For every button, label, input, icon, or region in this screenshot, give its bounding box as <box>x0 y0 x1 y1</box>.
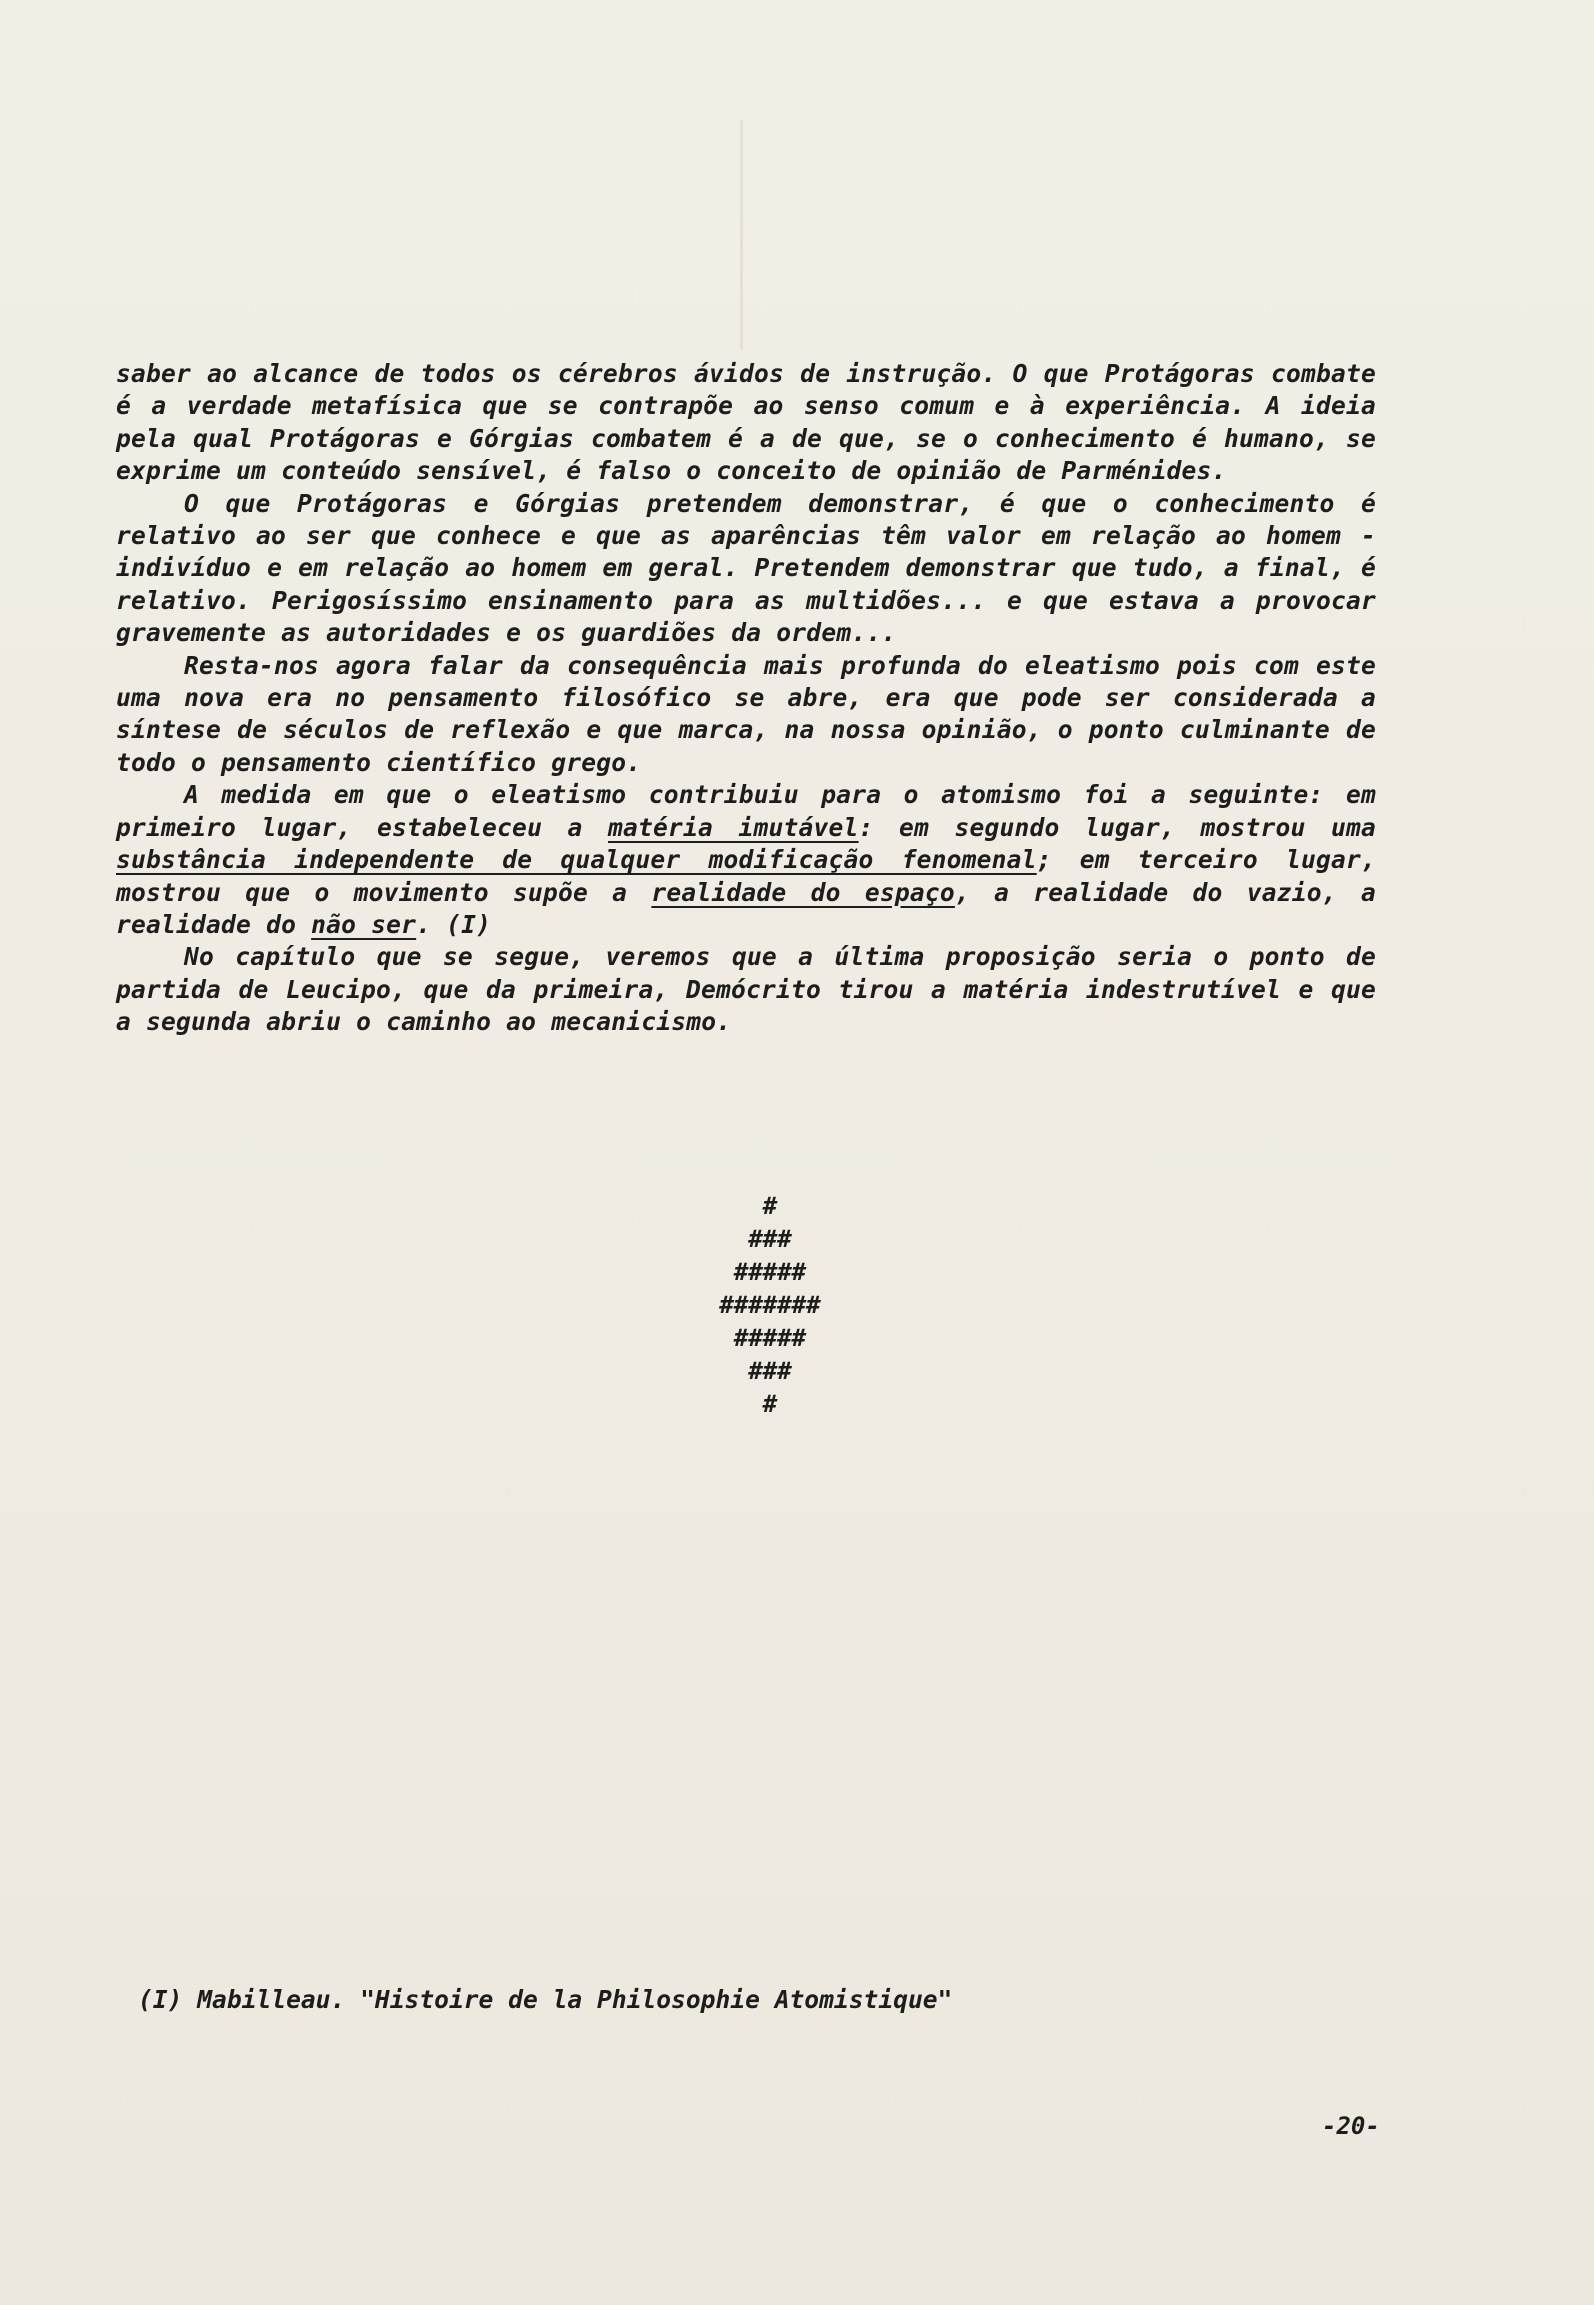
ornament-line: # <box>762 1390 778 1418</box>
text-segment: O que Protágoras e Górgias pretendem demonstrar, é que o conhecimento é relativo ao ser que conhece e que as aparências têm valor em relação ao homem - indivíduo e em relação ao homem em geral. Pretendem demonstrar que tudo, a final, é relativo. Perigosíssimo ensinamento para as multidões... e que estava a provocar gravemente as autoridades e os guardiões da ordem... <box>116 488 1376 648</box>
ornament-line: ##### <box>733 1258 807 1286</box>
text-segment: saber ao alcance de todos os cérebros ávidos de instrução. O que Protágoras combate é a verdade metafísica que se contrapõe ao senso comum e à experiência. A ideia pela qual Protágoras e Górgias combatem é a de que, se o conhecimento é humano, se exprime um conteúdo sensível, é falso o conceito de opinião de Parménides. <box>116 359 1376 486</box>
paragraph <box>116 779 1376 941</box>
underlined-text: substância independente de qualquer modificação fenomenal <box>116 845 1037 875</box>
bleed-through-mark <box>740 120 743 350</box>
paragraph <box>116 650 1376 780</box>
text-segment: A medida em que o eleatismo contribuiu para o atomismo foi a seguinte: em primeiro lugar, estabeleceu a <box>116 780 1376 842</box>
text-segment: Resta-nos agora falar da consequência mais profunda do eleatismo pois com este uma nova era no pensamento filosófico se abre, era que pode ser considerada a síntese de séculos de reflexão e que marca, na nossa opinião, o ponto culminante de todo o pensamento científico grego. <box>116 650 1376 777</box>
page-number: -20- <box>1322 2112 1380 2140</box>
underlined-text: realidade do espaço <box>651 877 955 907</box>
text-segment: , a realidade do vazio, a realidade do <box>116 877 1376 939</box>
text-segment: No capítulo que se segue, veremos que a última proposição seria o ponto de partida de Leucipo, que da primeira, Demócrito tirou a matéria indestrutível e que a segunda abriu o caminho ao mecanicismo. <box>116 942 1376 1037</box>
text-segment: . (I) <box>416 909 492 939</box>
ornament-line: ### <box>748 1357 792 1385</box>
paragraph <box>116 941 1376 1038</box>
underlined-text: matéria imutável <box>608 812 859 842</box>
text-segment: : em segundo lugar, mostrou uma <box>858 812 1377 842</box>
paragraph <box>116 358 1376 488</box>
underlined-text: não ser <box>311 909 417 939</box>
ornament-line: ### <box>748 1225 792 1253</box>
text-segment: ; em terceiro lugar, mostrou que o movimento supõe a <box>116 845 1376 907</box>
body-text <box>116 358 1376 1039</box>
footnote: (I) Mabilleau. "Histoire de la Philosophie Atomistique" <box>138 1985 953 2014</box>
ornament-line: # <box>762 1192 778 1220</box>
paragraph <box>116 488 1376 650</box>
ornament-line: ##### <box>733 1324 807 1352</box>
ornament-line: ####### <box>719 1291 821 1319</box>
hash-ornament <box>640 1190 900 1421</box>
